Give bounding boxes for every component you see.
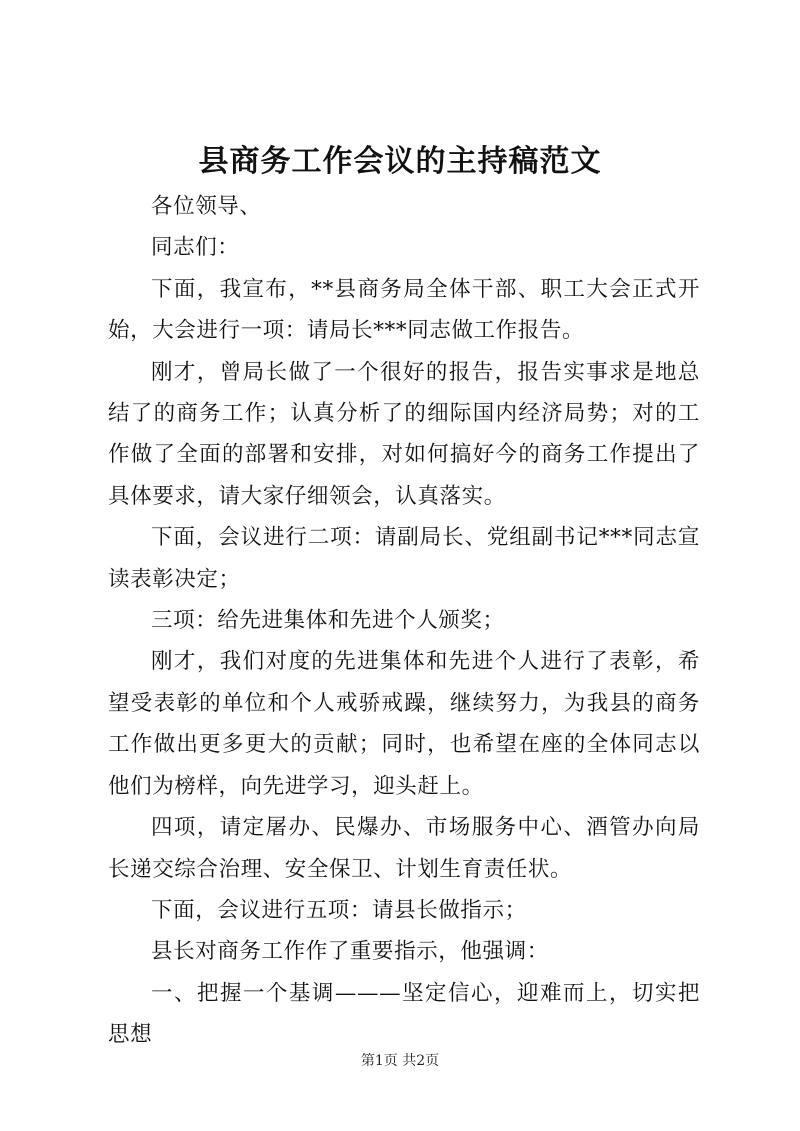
document-body [108, 186, 700, 1056]
paragraph-item-three: 三项：给先进集体和先进个人颁奖； [151, 608, 505, 634]
paragraph-instruction-intro: 县长对商务工作作了重要指示，他强调： [151, 939, 549, 965]
paragraph-opening: 下面，我宣布，**县商务局全体干部、职工大会正式开始，大会进行一项：请局长***同志做工作报告。 [108, 276, 700, 344]
paragraph-salutation-comrades: 同志们： [151, 235, 240, 261]
paragraph-report-summary: 刚才，曾局长做了一个很好的报告，报告实事求是地总结了的商务工作；认真分析了的细际国内经济局势；对的工作做了全面的部署和安排，对如何搞好今的商务工作提出了具体要求，请大家仔细领会，认真落实。 [108, 359, 700, 509]
paragraph-salutation-leaders: 各位领导、 [151, 194, 262, 219]
paragraph-point-one: 一、把握一个基调———坚定信心，迎难而上，切实把思想 [108, 980, 700, 1048]
paragraph-item-two: 下面，会议进行二项：请副局长、党组副书记***同志宣读表彰决定； [108, 525, 700, 592]
paragraph-item-five: 下面，会议进行五项：请县长做指示； [151, 897, 527, 923]
page-title: 县商务工作会议的主持稿范文 [198, 144, 602, 179]
paragraph-commendation: 刚才，我们对度的先进集体和先进个人进行了表彰，希望受表彰的单位和个人戒骄戒躁，继续努力，为我县的商务工作做出更多更大的贡献；同时，也希望在座的全体同志以他们为榜样，向先进学习，迎头赶上。 [108, 649, 700, 799]
paragraph-item-four: 四项，请定屠办、民爆办、市场服务中心、酒管办向局长递交综合治理、安全保卫、计划生育责任状。 [108, 815, 700, 882]
page-number-footer: 第1页 共2页 [360, 1053, 440, 1069]
